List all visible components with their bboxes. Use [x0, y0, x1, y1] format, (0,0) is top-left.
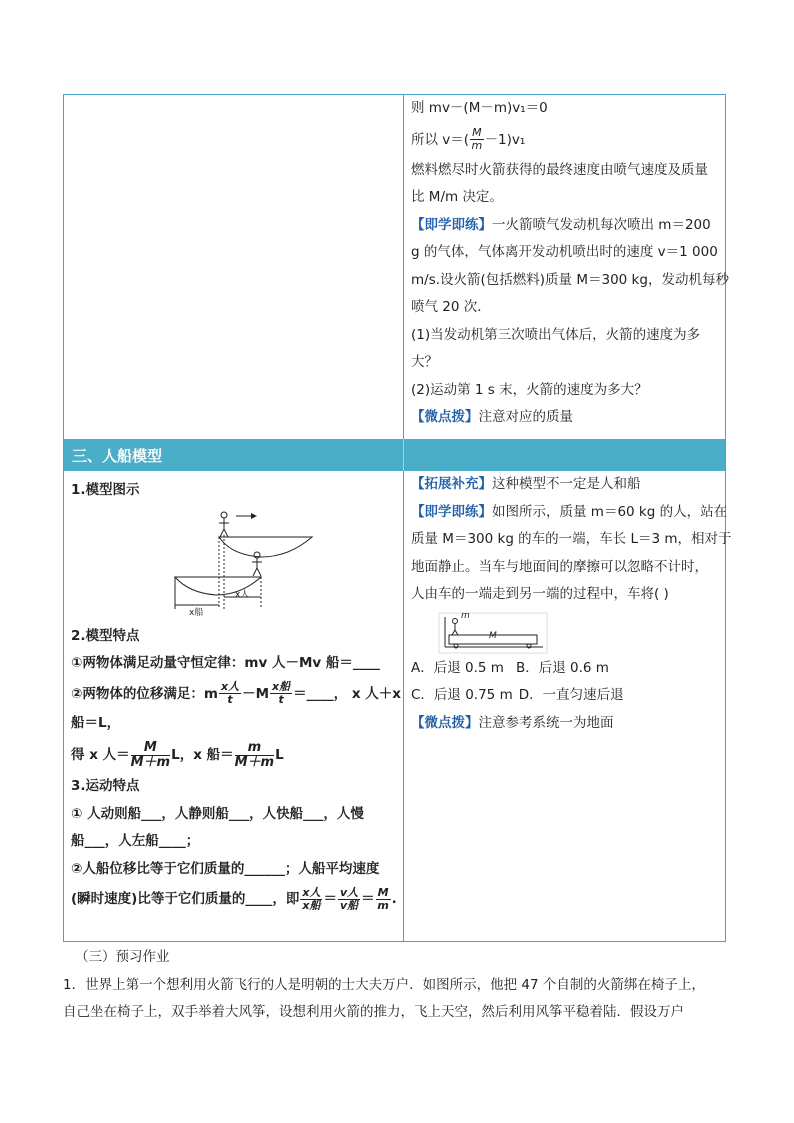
heading-model-features: 2.模型特点 — [71, 627, 140, 644]
fraction-x-ratio — [300, 887, 322, 912]
bottom-left-cell — [71, 477, 401, 915]
text-line: g 的气体，气体离开发动机喷出时的速度 v＝1 000 — [411, 244, 718, 260]
text-line: 地面静止。当车与地面间的摩擦可以忽略不计时， — [411, 558, 708, 575]
frac-den: t — [278, 693, 284, 706]
homework-line-2: 自己坐在椅子上，双手举着大风筝，设想利用火箭的推力，飞上天空，然后利用风筝平稳着陆．假设万户 — [63, 1004, 684, 1020]
tag-practice: 【即学即练】 — [411, 503, 492, 520]
frac-den: t — [227, 693, 233, 706]
practice-line — [411, 499, 728, 527]
motion-2: ②人船位移比等于它们质量的______；人船平均速度 — [71, 860, 380, 877]
eq-line-1: 则 mv－(M－m)v₁＝0 — [411, 100, 548, 116]
top-right-cell — [411, 95, 729, 432]
text: 如图所示，质量 m＝60 kg 的人，站在 — [492, 503, 728, 520]
text: (瞬时速度)比等于它们质量的____，即 — [71, 891, 300, 907]
frac-num: M — [131, 741, 170, 756]
tag-practice: 【即学即练】 — [411, 216, 492, 233]
label-M: M — [489, 630, 497, 641]
motion-2-cont: (瞬时速度)比等于它们质量的____，即 $\frac{\text{x人}}{\text{x船}}$ ＝ $\frac{\text{v人}}{\text{v船}}$ ＝ $\frac{M}{m}$ . — [71, 885, 397, 912]
bottom-right-cell — [411, 471, 732, 737]
fraction-v-ratio — [338, 887, 360, 912]
text: 注意参考系统一为地面 — [478, 714, 614, 731]
heading-motion-features: 3.运动特点 — [71, 778, 140, 794]
feature-2 — [71, 678, 401, 710]
text-line: (1)当发动机第三次喷出气体后，火箭的速度为多 — [411, 326, 701, 343]
homework-heading: （三）预习作业 — [75, 949, 170, 965]
section-title: 三、人船模型 — [72, 447, 163, 465]
frac-den: v船 — [339, 898, 359, 912]
feature-result — [71, 737, 397, 773]
label-m: m — [461, 610, 470, 621]
frac-num: M — [472, 126, 482, 139]
frac-den: m — [471, 139, 483, 152]
text-line: m/s.设火箭(包括燃料)质量 M＝300 kg，发动机每秒 — [411, 271, 729, 288]
label-x-person: x人 — [235, 589, 250, 600]
extension-line — [411, 471, 723, 499]
tag-tip: 【微点拨】 — [411, 714, 479, 731]
motion-1: ① 人动则船___，人静则船___，人快船___，人慢 — [71, 805, 364, 822]
frac-den: M＋m — [234, 754, 275, 770]
band-divider — [403, 439, 404, 471]
option-c[interactable]: C．后退 0.75 m — [411, 687, 513, 703]
frac-num: x人 — [302, 885, 321, 899]
text: L，x 船＝ — [171, 747, 234, 763]
text: 得 x 人＝ — [71, 747, 130, 763]
tag-tip: 【微点拨】 — [411, 409, 479, 425]
text-line: 质量 M＝300 kg 的车的一端，车长 L＝3 m，相对于 — [411, 531, 732, 547]
boat-model-diagram — [71, 505, 397, 623]
fraction-x-ship-t — [270, 681, 292, 706]
frac-num: x船 — [272, 680, 291, 693]
options-row-1 — [411, 655, 723, 683]
feature-2-cont: 船＝L， — [71, 714, 121, 731]
eq-line-2 — [411, 123, 723, 157]
text: ＝____， x 人＋x — [293, 685, 401, 702]
option-d[interactable]: D．一直匀速后退 — [518, 687, 624, 703]
text: 这种模型不一定是人和船 — [492, 476, 641, 492]
tip-line — [411, 710, 723, 738]
text: L — [275, 747, 284, 763]
option-a[interactable]: A．后退 0.5 m — [411, 659, 504, 676]
content-table — [63, 94, 732, 942]
motion-1-cont: 船___，人左船____； — [71, 833, 200, 849]
cart-diagram-svg — [411, 609, 723, 655]
feature-1: ①两物体满足动量守恒定律：mv 人－Mv 船＝____ — [71, 655, 380, 671]
practice-line — [411, 212, 723, 240]
option-b[interactable]: B．后退 0.6 m — [515, 659, 609, 676]
frac-den: x船 — [302, 898, 321, 912]
fraction-M-m-ratio — [376, 887, 391, 912]
fraction-M-over-Mm — [131, 741, 170, 770]
fraction-M-m — [470, 127, 484, 152]
frac-den: m — [377, 898, 389, 912]
text-line: (2)运动第 1 s 末，火箭的速度为多大？ — [411, 381, 648, 398]
label-x-ship: x船 — [189, 607, 204, 618]
eq-prefix: 所以 v＝( — [411, 131, 470, 148]
tip-line — [411, 404, 723, 432]
text-line: 人由车的一端走到另一端的过程中，车将( ) — [411, 586, 669, 602]
equals: ＝ — [361, 891, 375, 907]
text-line: 比 M/m 决定。 — [411, 189, 503, 205]
text-line: 大？ — [411, 354, 438, 370]
equals: ＝ — [323, 891, 337, 907]
homework-section — [63, 944, 743, 1027]
frac-num: x人 — [221, 680, 240, 693]
text-line: 喷气 20 次． — [411, 299, 491, 315]
cart-diagram — [411, 609, 723, 655]
eq-suffix: －1)v₁ — [484, 131, 526, 148]
text: －M — [242, 685, 270, 702]
boat-diagram-svg — [71, 505, 397, 623]
homework-line-1: 1．世界上第一个想利用火箭飞行的人是明朝的士大夫万户．如图所示，他把 47 个自制的火箭绑在椅子上， — [63, 976, 705, 993]
text: 注意对应的质量 — [478, 409, 573, 425]
tag-extension: 【拓展补充】 — [411, 476, 492, 492]
section-band — [64, 439, 725, 471]
fraction-x-person-t — [219, 681, 241, 706]
fraction-m-over-Mm — [235, 741, 274, 770]
text-line: 燃料燃尽时火箭获得的最终速度由喷气速度及质量 — [411, 161, 708, 178]
column-divider — [403, 95, 404, 941]
frac-num: M — [377, 885, 389, 899]
options-row-2 — [411, 682, 723, 710]
frac-num: v人 — [339, 885, 359, 899]
heading-model-figure: 1.模型图示 — [71, 482, 140, 498]
text: 一火箭喷气发动机每次喷出 m＝200 — [492, 216, 711, 233]
frac-den: M＋m — [130, 754, 171, 770]
text: ②两物体的位移满足：m — [71, 685, 218, 702]
frac-num: m — [235, 741, 274, 756]
